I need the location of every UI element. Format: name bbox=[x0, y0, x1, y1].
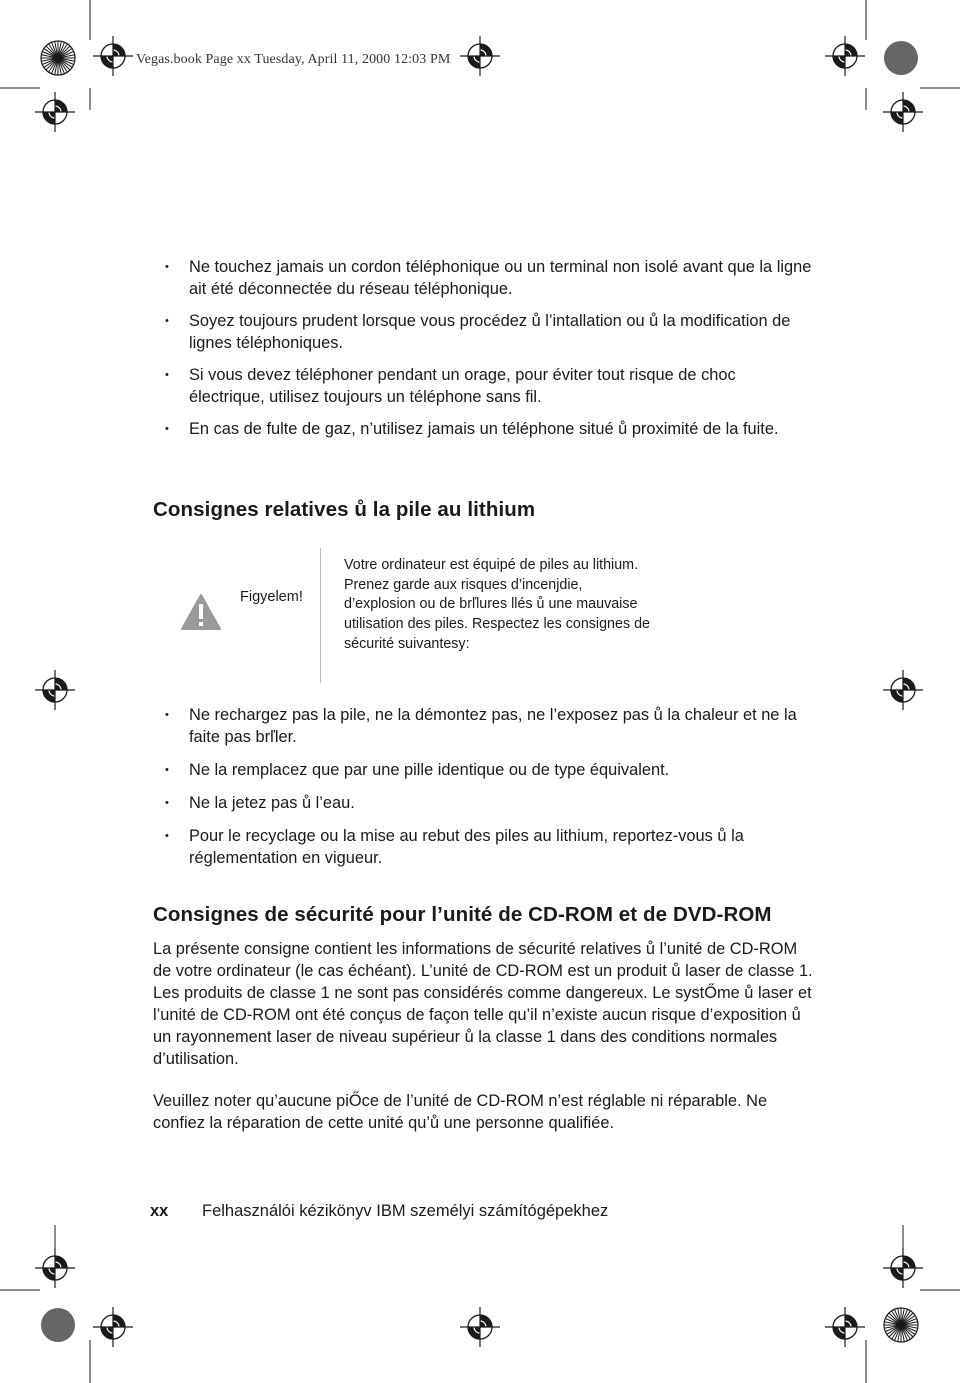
list-item: • En cas de fulte de gaz, n’utilisez jamais un téléphone situé ů proximité de la fuite. bbox=[165, 418, 815, 440]
cdrom-paragraph-2: Veuillez noter qu’aucune piŐce de l’unité de CD-ROM n’est réglable ni réparable. Ne confiez la réparation de cette unité qu’ů une personne qualifiée. bbox=[153, 1092, 768, 1132]
safety-bullet-list bbox=[165, 256, 815, 440]
list-item: • Ne touchez jamais un cordon téléphonique ou un terminal non isolé avant que la ligne ait été déconnectée du réseau téléphonique. bbox=[165, 256, 815, 300]
page-number: xx bbox=[150, 1202, 169, 1220]
list-item: • Si vous devez téléphoner pendant un orage, pour éviter tout risque de choc électrique, utilisez toujours un téléphone sans fil. bbox=[165, 364, 815, 408]
caution-text: Votre ordinateur est équipé de piles au lithium. Prenez garde aux risques d’incenjdie, d’explosion ou de brľlures llés ů une mauvaise utilisation des piles. Respectez les consignes de sécurité suivantesy: bbox=[344, 557, 650, 652]
print-slug: Vegas.book Page xx Tuesday, April 11, 2000 12:03 PM bbox=[136, 52, 451, 67]
list-item: • Ne rechargez pas la pile, ne la démontez pas, ne l’exposez pas ů la chaleur et ne la faite pas brľler. bbox=[165, 704, 815, 748]
cdrom-section-heading: Consignes de sécurité pour l’unité de CD-ROM et de DVD-ROM bbox=[153, 903, 772, 926]
list-item: • Ne la jetez pas ů l’eau. bbox=[165, 792, 815, 814]
running-footer-title: Felhasználói kézikönyv IBM személyi számítógépekhez bbox=[202, 1202, 609, 1220]
lithium-section-heading: Consignes relatives ů la pile au lithium bbox=[153, 498, 536, 521]
list-item: • Soyez toujours prudent lorsque vous procédez ů l’intallation ou ů la modification de lignes téléphoniques. bbox=[165, 310, 815, 354]
caution-divider bbox=[320, 548, 321, 683]
list-item: • Ne la remplacez que par une pille identique ou de type équivalent. bbox=[165, 759, 815, 781]
list-item: • Pour le recyclage ou la mise au rebut des piles au lithium, reportez-vous ů la réglementation en vigueur. bbox=[165, 825, 815, 869]
warning-triangle-icon bbox=[180, 593, 222, 631]
caution-notice bbox=[180, 548, 680, 683]
cdrom-paragraph-1: La présente consigne contient les informations de sécurité relatives ů l’unité de CD-ROM de votre ordinateur (le cas échéant). L’unité de CD-ROM est un produit ů laser de classe 1. Les produits de classe 1 ne sont pas considérés comme dangereux. Le systŐme ů laser et l’unité de CD-ROM ont été conçus de façon telle qu’il n’existe aucun risque d’exposition ů un rayonnement laser de niveau supérieur ů la classe 1 dans des conditions normales d’utilisation. bbox=[153, 940, 813, 1068]
lithium-bullet-list bbox=[165, 704, 815, 869]
caution-label: Figyelem! bbox=[240, 589, 303, 605]
